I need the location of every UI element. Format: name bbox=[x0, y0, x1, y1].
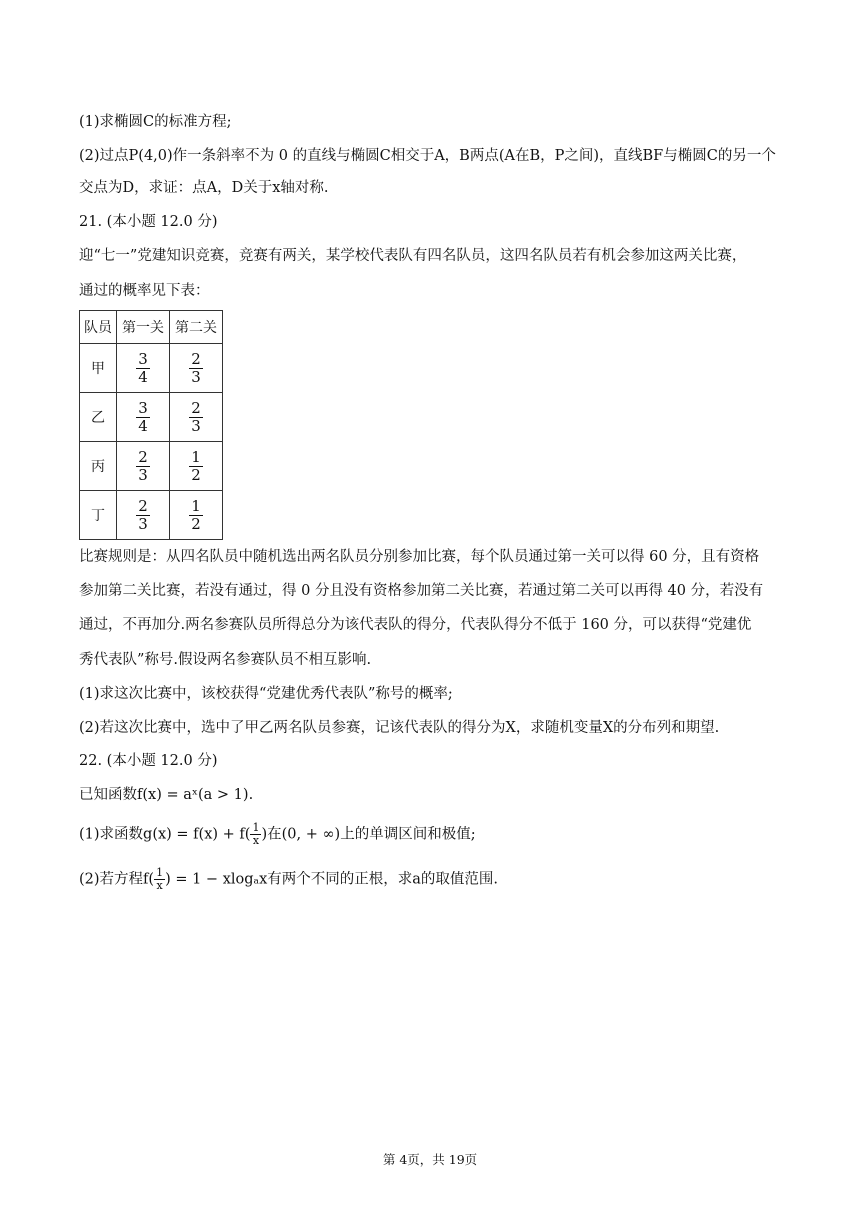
round1-prob bbox=[117, 442, 170, 491]
q22-header: 22. (本小题 12.0 分) bbox=[79, 753, 218, 769]
denominator: 3 bbox=[191, 367, 201, 386]
q22-part2-pre: (2)若方程f( bbox=[79, 871, 155, 888]
denominator: x bbox=[156, 879, 163, 892]
q22-part2 bbox=[79, 867, 498, 892]
table-row bbox=[80, 393, 223, 442]
q22-part1 bbox=[79, 822, 476, 847]
denominator: 2 bbox=[191, 514, 201, 533]
probability-table bbox=[79, 310, 223, 540]
numerator: 1 bbox=[252, 821, 260, 834]
q22-part1-pre: (1)求函数g(x) = f(x) + f( bbox=[79, 826, 251, 843]
denominator: 3 bbox=[138, 465, 148, 484]
q21-part1: (1)求这次比赛中，该校获得“党建优秀代表队”称号的概率; bbox=[79, 686, 453, 702]
q22-part1-post: )在(0, + ∞)上的单调区间和极值; bbox=[261, 826, 476, 843]
header-round2: 第二关 bbox=[170, 311, 223, 344]
one-over-x bbox=[250, 822, 261, 847]
q21-intro-line2: 通过的概率见下表： bbox=[79, 283, 210, 299]
q22-given: 已知函数f(x) = aˣ(a > 1). bbox=[79, 787, 254, 803]
q21-rules-line4: 秀代表队”称号.假设两名参赛队员不相互影响. bbox=[79, 652, 372, 668]
numerator: 2 bbox=[138, 447, 148, 466]
numerator: 2 bbox=[191, 398, 201, 417]
q21-rules-line3: 通过，不再加分.两名参赛队员所得总分为该代表队的得分，代表队得分不低于 160 分，可以获得“党建优 bbox=[79, 617, 752, 633]
q21-rules-line2: 参加第二关比赛，若没有通过，得 0 分且没有资格参加第二关比赛，若通过第二关可以再得 40 分，若没有 bbox=[79, 583, 764, 599]
q20-part2-line2: 交点为D，求证：点A，D关于x轴对称. bbox=[79, 180, 329, 196]
one-over-x bbox=[154, 867, 165, 892]
player-name: 乙 bbox=[80, 393, 117, 442]
numerator: 1 bbox=[191, 447, 201, 466]
table-row bbox=[80, 491, 223, 540]
player-name: 甲 bbox=[80, 344, 117, 393]
numerator: 3 bbox=[138, 398, 148, 417]
numerator: 2 bbox=[138, 496, 148, 515]
q21-rules-line1: 比赛规则是：从四名队员中随机选出两名队员分别参加比赛，每个队员通过第一关可以得 60 分，且有资格 bbox=[79, 549, 760, 565]
round1-prob bbox=[117, 344, 170, 393]
denominator: 2 bbox=[191, 465, 201, 484]
table-row bbox=[80, 442, 223, 491]
denominator: 3 bbox=[191, 416, 201, 435]
denominator: 4 bbox=[138, 367, 148, 386]
header-player: 队员 bbox=[80, 311, 117, 344]
denominator: x bbox=[252, 834, 260, 847]
q21-header: 21. (本小题 12.0 分) bbox=[79, 214, 218, 230]
round2-prob bbox=[170, 442, 223, 491]
player-name: 丁 bbox=[80, 491, 117, 540]
round2-prob bbox=[170, 344, 223, 393]
round2-prob bbox=[170, 393, 223, 442]
table-row bbox=[80, 344, 223, 393]
table-header-row bbox=[80, 311, 223, 344]
round2-prob bbox=[170, 491, 223, 540]
numerator: 1 bbox=[156, 866, 164, 879]
q22-part2-post: ) = 1 − xlogₐx有两个不同的正根，求a的取值范围. bbox=[165, 871, 499, 888]
player-name: 丙 bbox=[80, 442, 117, 491]
numerator: 3 bbox=[138, 349, 148, 368]
header-round1: 第一关 bbox=[117, 311, 170, 344]
numerator: 2 bbox=[191, 349, 201, 368]
q21-part2: (2)若这次比赛中，选中了甲乙两名队员参赛，记该代表队的得分为X，求随机变量X的分布列和期望. bbox=[79, 720, 720, 736]
round1-prob bbox=[117, 491, 170, 540]
q21-intro-line1: 迎“七一”党建知识竞赛，竞赛有两关，某学校代表队有四名队员，这四名队员若有机会参加这两关比赛， bbox=[79, 248, 747, 264]
numerator: 1 bbox=[191, 496, 201, 515]
q20-part2-line1: (2)过点P(4,0)作一条斜率不为 0 的直线与椭圆C相交于A，B两点(A在B，P之间)，直线BF与椭圆C的另一个 bbox=[79, 148, 776, 164]
q20-part1: (1)求椭圆C的标准方程; bbox=[79, 114, 232, 130]
denominator: 4 bbox=[138, 416, 148, 435]
page-footer: 第 4页，共 19页 bbox=[382, 1152, 478, 1167]
denominator: 3 bbox=[138, 514, 148, 533]
round1-prob bbox=[117, 393, 170, 442]
